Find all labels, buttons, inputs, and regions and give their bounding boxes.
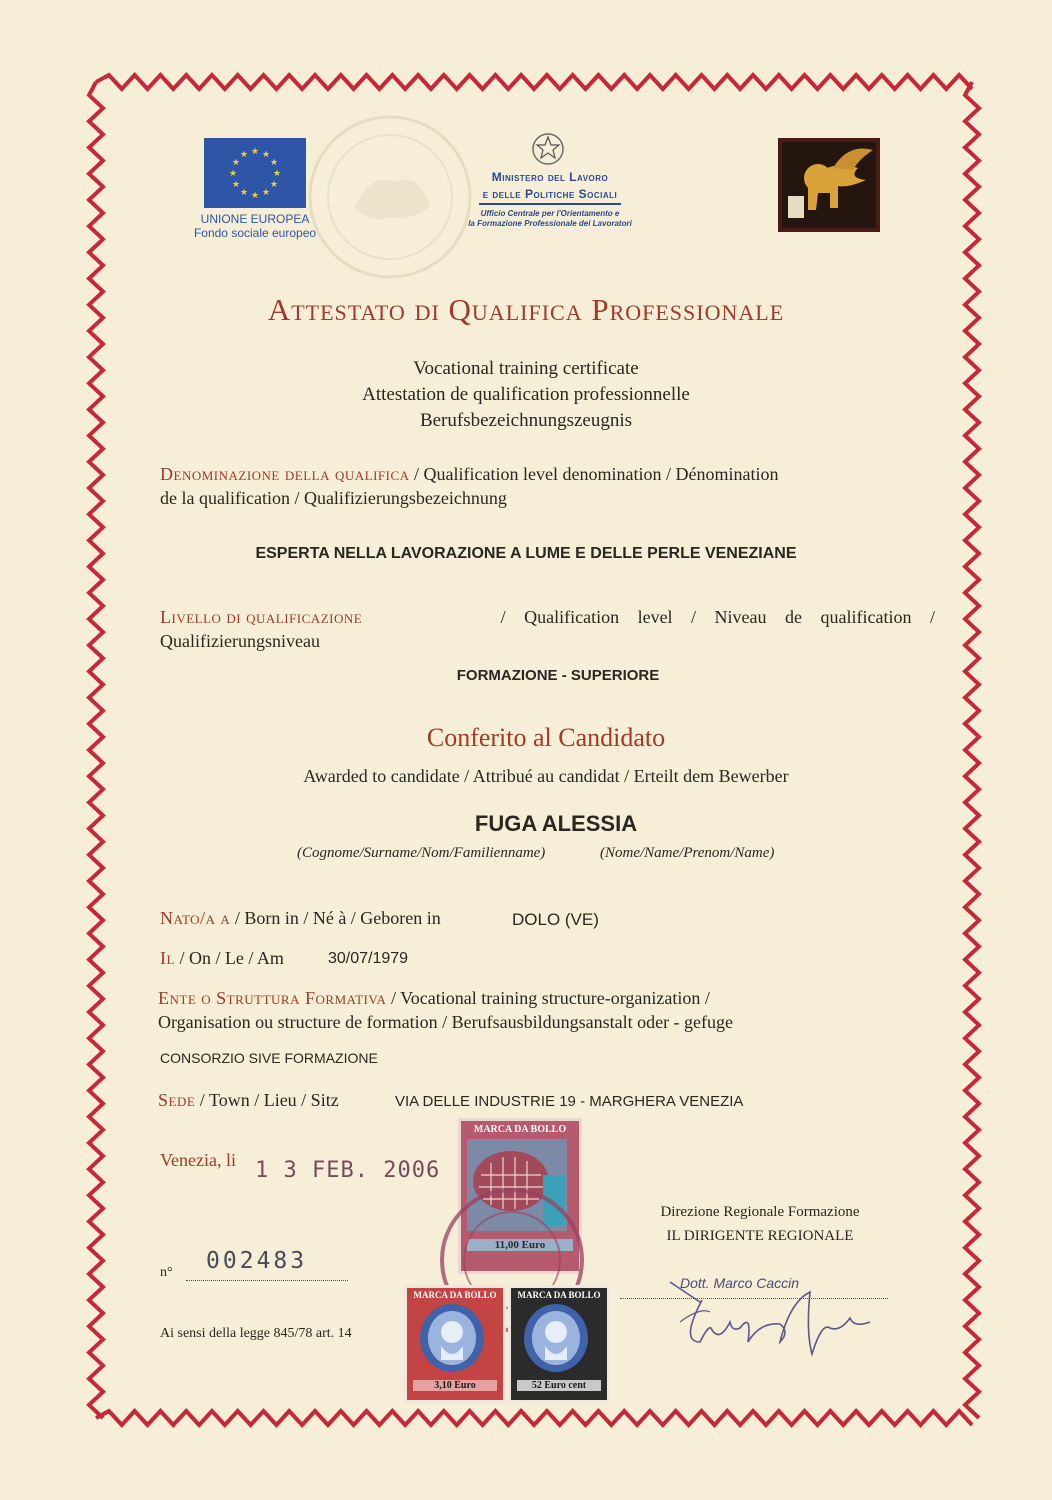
qualification-label-it: Denominazione della qualifica: [160, 464, 410, 484]
seat-value: VIA DELLE INDUSTRIE 19 - MARGHERA VENEZIA: [395, 1093, 744, 1110]
eu-star-icon: ★: [239, 188, 249, 199]
number-field: [186, 1248, 348, 1281]
eu-star-icon: ★: [272, 169, 282, 179]
eu-star-icon: ★: [270, 158, 279, 168]
birthdate-label: [160, 946, 284, 970]
place-date-label: Venezia, li: [160, 1150, 236, 1170]
candidate-heading: Conferito al Candidato: [426, 723, 666, 752]
director-title: IL DIRIGENTE REGIONALE: [666, 1228, 854, 1244]
eu-star-icon: ★: [250, 147, 260, 157]
director-name-stamp: Dott. Marco Caccin: [680, 1275, 800, 1291]
revenue-stamp-big-label: MARCA DA BOLLO: [473, 1124, 567, 1135]
number-value: 002483: [206, 1248, 308, 1274]
revenue-stamp-small-red-label: MARCA DA BOLLO: [413, 1290, 497, 1300]
law-note: Ai sensi della legge 845/78 art. 14: [160, 1326, 352, 1341]
institution-label-it: Ente o Struttura Formativa: [158, 988, 387, 1008]
institution-label-rest1: / Vocational training structure-organization /: [386, 988, 710, 1008]
direction-label: Direzione Regionale Formazione: [660, 1204, 860, 1220]
qualification-label-rest2: de la qualification / Qualifizierungsbezeichnung: [160, 488, 507, 508]
revenue-stamp-small-black: [508, 1285, 610, 1403]
level-value: FORMAZIONE - SUPERIORE: [456, 667, 660, 684]
eu-caption-line1: UNIONE EUROPEA: [200, 212, 310, 226]
birthplace-value: DOLO (VE): [512, 910, 599, 929]
ministry-line1: Ministero del Lavoro: [491, 170, 609, 184]
italian-republic-emblem-icon: [530, 130, 566, 168]
number-label: n°: [160, 1265, 173, 1280]
birthplace-label-rest: / Born in / Né à / Geboren in: [230, 908, 441, 928]
eu-star-icon: ★: [231, 180, 240, 190]
venice-lion-emblem: [778, 138, 880, 232]
eu-star-icon: ★: [239, 149, 249, 160]
eu-star-icon: ★: [261, 149, 271, 160]
institution-value: CONSORZIO SIVE FORMAZIONE: [160, 1050, 378, 1066]
title-french: Attestation de qualification professionnelle: [362, 384, 690, 405]
eu-flag-logo: [204, 138, 306, 208]
seat-label: [158, 1088, 339, 1112]
revenue-stamp-small-red-value: 3,10 Euro: [413, 1380, 497, 1391]
seat-label-rest: / Town / Lieu / Sitz: [195, 1090, 339, 1110]
level-label-it: Livello di qualificazione: [160, 607, 363, 627]
italia-head-icon-red: [407, 1300, 497, 1376]
ministry-line2: e delle Politiche Sociali: [479, 187, 622, 205]
revenue-stamp-small-black-label: MARCA DA BOLLO: [517, 1290, 601, 1300]
eu-caption-line2: Fondo sociale europeo: [193, 226, 317, 240]
ministry-line3: Ufficio Centrale per l'Orientamento e: [480, 209, 620, 218]
certificate-title: Attestato di Qualifica Professionale: [267, 292, 785, 327]
eu-star-icon: ★: [261, 188, 271, 199]
birthdate-label-rest: / On / Le / Am: [174, 948, 284, 968]
candidate-subheading: Awarded to candidate / Attribué au candidat / Erteilt dem Bewerber: [303, 766, 789, 786]
level-label: [160, 605, 935, 653]
seat-label-it: Sede: [158, 1090, 196, 1110]
birthdate-value: 30/07/1979: [328, 950, 409, 967]
institution-label-rest2: Organisation ou structure de formation / Berufsausbildungsanstalt oder - gefuge: [158, 1012, 734, 1032]
eu-star-icon: ★: [270, 180, 279, 190]
revenue-stamp-small-red: [404, 1285, 506, 1403]
title-english: Vocational training certificate: [413, 358, 639, 379]
eu-star-icon: ★: [250, 191, 260, 201]
birthplace-label-it: Nato/a a: [160, 908, 231, 928]
ministry-line4: la Formazione Professionale dei Lavoratori: [468, 219, 632, 228]
ministry-block: [440, 170, 660, 229]
candidate-name: FUGA ALESSIA: [474, 811, 638, 836]
eu-stars-icon: [204, 138, 306, 208]
eu-star-icon: ★: [228, 169, 238, 179]
qualification-label-rest1: / Qualification level denomination / Dénomination: [409, 464, 779, 484]
title-german: Berufsbezeichnungszeugnis: [419, 410, 633, 431]
revenue-stamp-big-value: 11,00 Euro: [467, 1239, 573, 1251]
level-label-rest1: / Qualification level / Niveau de qualification /: [500, 607, 935, 627]
level-label-rest2: Qualifizierungsniveau: [160, 631, 320, 651]
surname-hint: (Cognome/Surname/Nom/Familienname): [297, 845, 546, 861]
firstname-hint: (Nome/Name/Prenom/Name): [600, 845, 775, 861]
birthdate-label-it: Il: [160, 948, 175, 968]
date-stamp: 1 3 FEB. 2006: [255, 1158, 441, 1183]
birthplace-label: [160, 906, 441, 930]
qualification-value: ESPERTA NELLA LAVORAZIONE A LUME E DELLE PERLE VENEZIANE: [255, 545, 797, 562]
institution-label: [158, 986, 958, 1034]
eu-star-icon: ★: [231, 158, 240, 168]
qualification-label: [160, 462, 950, 510]
revenue-stamp-small-black-value: 52 Euro cent: [517, 1380, 601, 1391]
handwritten-signature: [640, 1262, 890, 1392]
italia-head-icon-black: [511, 1300, 601, 1376]
